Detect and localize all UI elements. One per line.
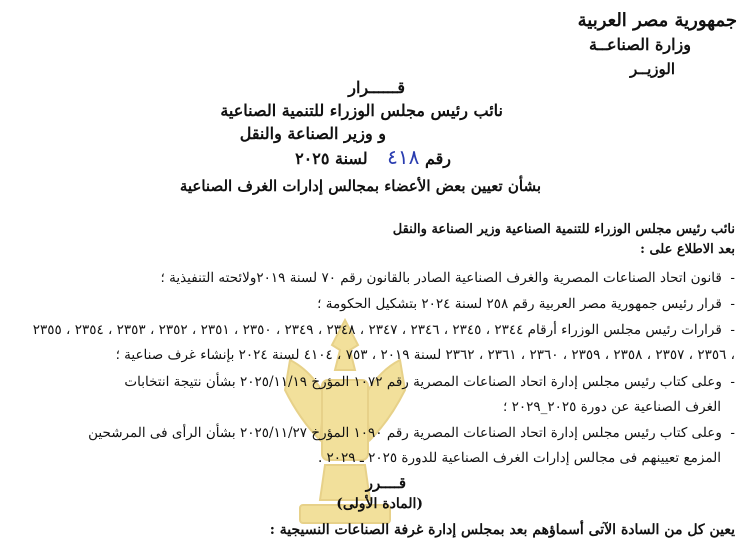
decision-number-line (295, 145, 451, 169)
list-item: - وعلى كتاب رئيس مجلس إدارة اتحاد الصناعات المصرية رقم ١٠٩٠ المؤرخ ٢٠٢٥/١١/٢٧ بشأن الرأى فى المرشحين (88, 425, 735, 441)
after-review-label: بعد الاطلاع على : (640, 242, 735, 257)
decision-number: ٤١٨ (387, 145, 420, 169)
article-one-heading: (المادة الأولى) (336, 496, 423, 512)
minister-label: الوزيــر (630, 60, 675, 78)
decision-title: قــــــرار (348, 78, 405, 97)
issuer-line-2: و وزير الصناعة والنقل (239, 124, 386, 143)
appointment-line: يعين كل من السادة الآتى أسماؤهم بعد بمجلس إدارة غرفة الصناعات النسيجية : (269, 522, 735, 538)
list-item-continuation: المزمع تعيينهم فى مجالس إدارات الغرف الصناعية للدورة ٢٠٢٥ ـ ٢٠٢٩ . (317, 450, 721, 466)
list-item-continuation: ، ٢٣٥٦ ، ٢٣٥٧ ، ٢٣٥٨ ، ٢٣٥٩ ، ٢٣٦٠ ، ٢٣٦١ ، ٢٣٦٢ لسنة ٢٠١٩ ، ٧٥٣ ، ٤١٠٤ لسنة ٢٠٢٤ بإنشاء غرف صناعية ؛ (115, 347, 735, 363)
list-item: - قانون اتحاد الصناعات المصرية والغرف الصناعية الصادر بالقانون رقم ٧٠ لسنة ٢٠١٩ولائحته التنفيذية ؛ (160, 270, 735, 286)
ministry-name: وزارة الصناعــة (589, 35, 691, 54)
list-item-continuation: الغرف الصناعية عن دورة ٢٠٢٥_٢٠٢٩ ؛ (503, 399, 721, 415)
decision-year: لسنة ٢٠٢٥ (295, 149, 368, 168)
list-item: - قرارات رئيس مجلس الوزراء أرقام ٢٣٤٤ ، ٢٣٤٥ ، ٢٣٤٦ ، ٢٣٤٧ ، ٢٣٤٨ ، ٢٣٤٩ ، ٢٣٥٠ ، ٢٣٥١ ، ٢٣٥٢ ، ٢٣٥٣ ، ٢٣٥٤ ، ٢٣٥٥ (32, 322, 735, 338)
number-prefix: رقم (424, 149, 451, 168)
authority-line: نائب رئيس مجلس الوزراء للتنمية الصناعية وزير الصناعة والنقل (392, 222, 735, 237)
decides-heading: قــــرر (365, 474, 406, 492)
issuer-line-1: نائب رئيس مجلس الوزراء للتنمية الصناعية (220, 101, 503, 120)
list-item: - قرار رئيس جمهورية مصر العربية رقم ٢٥٨ لسنة ٢٠٢٤ بتشكيل الحكومة ؛ (317, 296, 735, 312)
list-item: - وعلى كتاب رئيس مجلس إدارة اتحاد الصناعات المصرية رقم ١٠٧٢ المؤرخ ٢٠٢٥/١١/١٩ بشأن نتيجة انتخابات (124, 374, 735, 390)
republic-name: جمهورية مصر العربية (577, 10, 737, 31)
decision-subject: بشأن تعيين بعض الأعضاء بمجالس إدارات الغرف الصناعية (179, 177, 541, 195)
